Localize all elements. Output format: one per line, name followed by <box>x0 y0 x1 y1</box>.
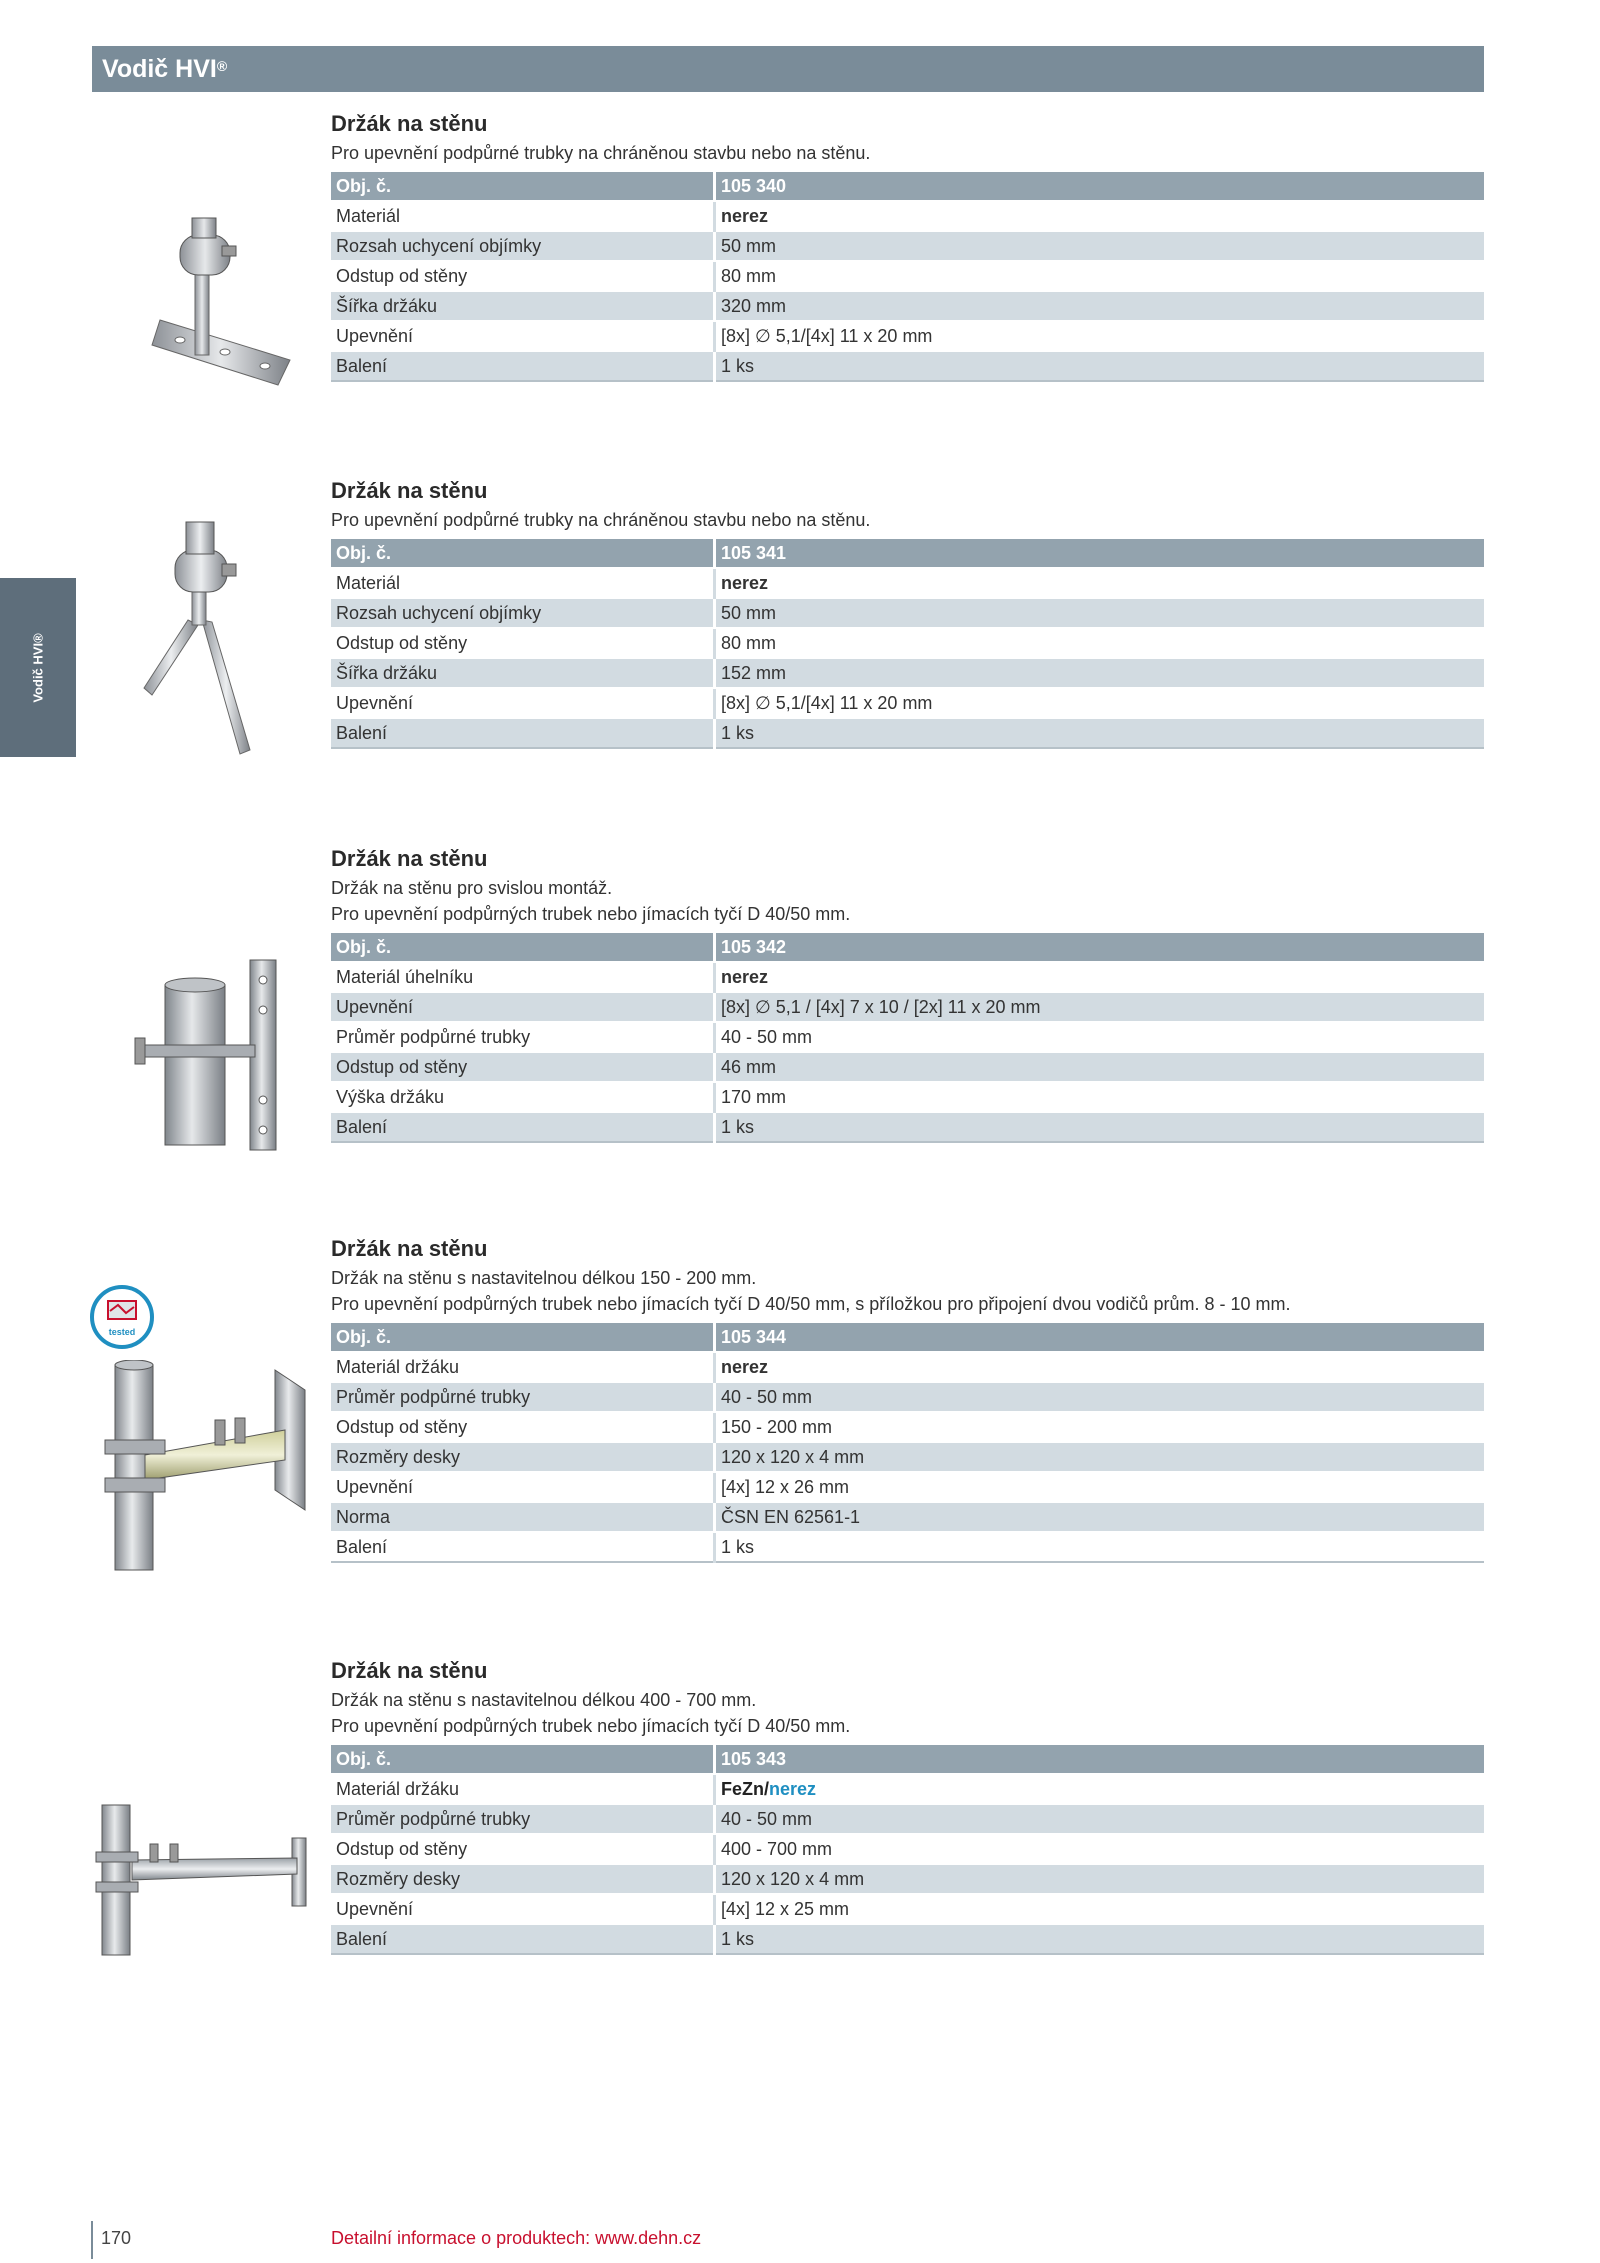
page-number: 170 <box>101 2228 132 2248</box>
table-row: Upevnění [4x] 12 x 26 mm <box>331 1472 1484 1502</box>
product-105342 <box>331 845 1484 1143</box>
product-105344 <box>331 1235 1484 1563</box>
footer-divider <box>91 2221 93 2259</box>
table-row: Balení 1 ks <box>331 1532 1484 1562</box>
table-row: Odstup od stěny 80 mm <box>331 628 1484 658</box>
product-105340 <box>331 110 1484 382</box>
table-row: Odstup od stěny 400 - 700 mm <box>331 1834 1484 1864</box>
side-tab-label: Vodič HVI® <box>30 633 46 703</box>
table-row: Upevnění [8x] ∅ 5,1/[4x] 11 x 20 mm <box>331 688 1484 718</box>
side-tab[interactable] <box>0 578 76 757</box>
section-title: Vodič HVI <box>102 54 217 83</box>
table-row: Materiál držáku nerez <box>331 1352 1484 1382</box>
table-row: Norma ČSN EN 62561-1 <box>331 1502 1484 1532</box>
tested-badge-icon <box>88 1283 156 1351</box>
table-row: Výška držáku 170 mm <box>331 1082 1484 1112</box>
product-title: Držák na stěnu <box>331 111 488 136</box>
product-105341 <box>331 477 1484 749</box>
table-row: Odstup od stěny 150 - 200 mm <box>331 1412 1484 1442</box>
spec-table: Obj. č. 105 343 Materiál držáku FeZn/nerez Průměr podpůrné trubky 40 - 50 mm Odstup od stěny 400 - 700 mm Rozměry desky 120 x 120 x 4 mm Upevnění [4x] 12 x 25 mm Balení 1 ks <box>331 1745 1484 1955</box>
table-row: Balení 1 ks <box>331 1112 1484 1142</box>
spec-table: Obj. č. 105 340 Materiál nerez Rozsah uchycení objímky 50 mm Odstup od stěny 80 mm Šířka držáku 320 mm Upevnění [8x] ∅ 5,1/[4x] 11 x 20 mm Balení 1 ks <box>331 172 1484 382</box>
product-description: Držák na stěnu s nastavitelnou délkou 400 - 700 mm. Pro upevnění podpůrných trubek nebo jímacích tyčí D 40/50 mm. <box>331 1690 851 1736</box>
table-row: Balení 1 ks <box>331 718 1484 748</box>
product-title: Držák na stěnu <box>331 1658 488 1683</box>
product-105343 <box>331 1657 1484 1955</box>
table-row: Průměr podpůrné trubky 40 - 50 mm <box>331 1022 1484 1052</box>
table-row: Rozměry desky 120 x 120 x 4 mm <box>331 1442 1484 1472</box>
product-title: Držák na stěnu <box>331 1236 488 1261</box>
table-row: Šířka držáku 152 mm <box>331 658 1484 688</box>
product-description: Pro upevnění podpůrné trubky na chráněnou stavbu nebo na stěnu. <box>331 510 871 530</box>
wall-bracket-105342-image <box>120 950 290 1160</box>
table-row: Odstup od stěny 46 mm <box>331 1052 1484 1082</box>
wall-bracket-105341-image <box>140 510 270 760</box>
table-row: Upevnění [4x] 12 x 25 mm <box>331 1894 1484 1924</box>
spec-table: Obj. č. 105 344 Materiál držáku nerez Průměr podpůrné trubky 40 - 50 mm Odstup od stěny 150 - 200 mm Rozměry desky 120 x 120 x 4 mm Upevnění [4x] 12 x 26 mm Norma ČSN EN 62561-1 Balení 1 ks <box>331 1323 1484 1563</box>
product-description: Pro upevnění podpůrné trubky na chráněnou stavbu nebo na stěnu. <box>331 143 871 163</box>
table-row: Balení 1 ks <box>331 1924 1484 1954</box>
table-row: Upevnění [8x] ∅ 5,1/[4x] 11 x 20 mm <box>331 321 1484 351</box>
table-row: Materiál držáku FeZn/nerez <box>331 1774 1484 1804</box>
wall-bracket-105340-image <box>140 200 300 410</box>
table-row: Materiál úhelníku nerez <box>331 962 1484 992</box>
registered-mark: ® <box>216 58 228 74</box>
footer-website-link[interactable]: Detailní informace o produktech: www.dehn.cz <box>331 2228 702 2248</box>
table-row: Odstup od stěny 80 mm <box>331 261 1484 291</box>
table-row: Průměr podpůrné trubky 40 - 50 mm <box>331 1382 1484 1412</box>
table-row: Šířka držáku 320 mm <box>331 291 1484 321</box>
spec-table: Obj. č. 105 342 Materiál úhelníku nerez Upevnění [8x] ∅ 5,1 / [4x] 7 x 10 / [2x] 11 x 20 mm Průměr podpůrné trubky 40 - 50 mm Odstup od stěny 46 mm Výška držáku 170 mm Balení 1 ks <box>331 933 1484 1143</box>
table-row: Průměr podpůrné trubky 40 - 50 mm <box>331 1804 1484 1834</box>
table-row: Rozsah uchycení objímky 50 mm <box>331 598 1484 628</box>
wall-bracket-105344-image <box>95 1360 325 1575</box>
product-title: Držák na stěnu <box>331 478 488 503</box>
product-description: Držák na stěnu pro svislou montáž. Pro upevnění podpůrných trubek nebo jímacích tyčí D 40/50 mm. <box>331 878 851 924</box>
table-row: Upevnění [8x] ∅ 5,1 / [4x] 7 x 10 / [2x] 11 x 20 mm <box>331 992 1484 1022</box>
table-row: Rozměry desky 120 x 120 x 4 mm <box>331 1864 1484 1894</box>
table-row: Rozsah uchycení objímky 50 mm <box>331 231 1484 261</box>
tested-badge-label: tested <box>108 1327 136 1337</box>
table-row: Balení 1 ks <box>331 351 1484 381</box>
wall-bracket-105343-image <box>92 1800 317 1960</box>
product-description: Držák na stěnu s nastavitelnou délkou 150 - 200 mm. Pro upevnění podpůrných trubek nebo jímacích tyčí D 40/50 mm, s příložkou pro připojení dvou vodičů prům. 8 - 10 mm. <box>331 1268 1291 1314</box>
product-title: Držák na stěnu <box>331 846 488 871</box>
table-row: Materiál nerez <box>331 568 1484 598</box>
section-header <box>92 46 1484 92</box>
spec-table: Obj. č. 105 341 Materiál nerez Rozsah uchycení objímky 50 mm Odstup od stěny 80 mm Šířka držáku 152 mm Upevnění [8x] ∅ 5,1/[4x] 11 x 20 mm Balení 1 ks <box>331 539 1484 749</box>
table-row: Materiál nerez <box>331 201 1484 231</box>
